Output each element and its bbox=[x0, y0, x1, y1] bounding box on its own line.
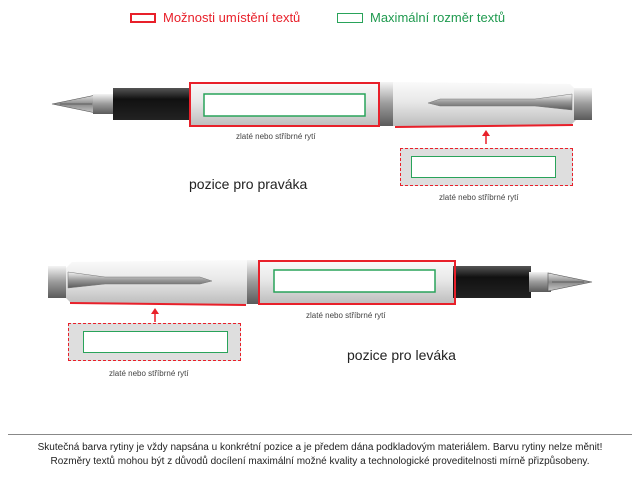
pen-barrel bbox=[259, 260, 455, 304]
footer-note bbox=[0, 441, 640, 469]
pen-grip bbox=[453, 266, 531, 298]
nib-icon bbox=[548, 273, 592, 291]
engraving-label-barrel-left: zlaté nebo stříbrné rytí bbox=[306, 311, 386, 320]
cap-tip bbox=[574, 88, 592, 120]
legend-max-size-label: Maximální rozměr textů bbox=[370, 10, 506, 25]
barrel-placement-outline bbox=[259, 261, 455, 304]
barrel-max-size-box bbox=[204, 94, 365, 116]
nib-collar bbox=[529, 272, 551, 292]
arrow-up-icon bbox=[482, 130, 490, 136]
footer-line-1: Skutečná barva rytiny je vždy napsána u konkrétní pozice a je předem dána podkladovým materiálem. Barvu rytiny nelze měnit! bbox=[37, 442, 603, 453]
engraving-label-clip-right: zlaté nebo stříbrné rytí bbox=[439, 193, 519, 202]
clip-max-size-box-right bbox=[411, 156, 556, 178]
center-ring bbox=[247, 260, 259, 304]
center-ring bbox=[379, 82, 393, 126]
pen-cap bbox=[66, 260, 247, 304]
engraving-label-barrel-right: zlaté nebo stříbrné rytí bbox=[236, 132, 316, 141]
nib-collar bbox=[93, 94, 115, 114]
engraving-label-clip-left: zlaté nebo stříbrné rytí bbox=[109, 369, 189, 378]
clip-placement-underline bbox=[70, 303, 246, 305]
arrow-up-icon bbox=[151, 308, 159, 314]
clip-max-size-box-left bbox=[83, 331, 228, 353]
position-label-right-hand: pozice pro praváka bbox=[189, 176, 308, 192]
position-label-left-hand: pozice pro leváka bbox=[347, 347, 456, 363]
footer-line-2: Rozměry textů mohou být z důvodů docílení maximální možné kvality a technologické proveditelnosti mírně přizpůsobeny. bbox=[50, 456, 590, 467]
cap-tip bbox=[48, 266, 66, 298]
arrow-clip-icon bbox=[68, 272, 212, 288]
barrel-max-size-box bbox=[274, 270, 435, 292]
legend-placement-label: Možnosti umístění textů bbox=[163, 10, 301, 25]
footer-divider bbox=[8, 434, 632, 435]
pen-grip bbox=[113, 88, 191, 120]
